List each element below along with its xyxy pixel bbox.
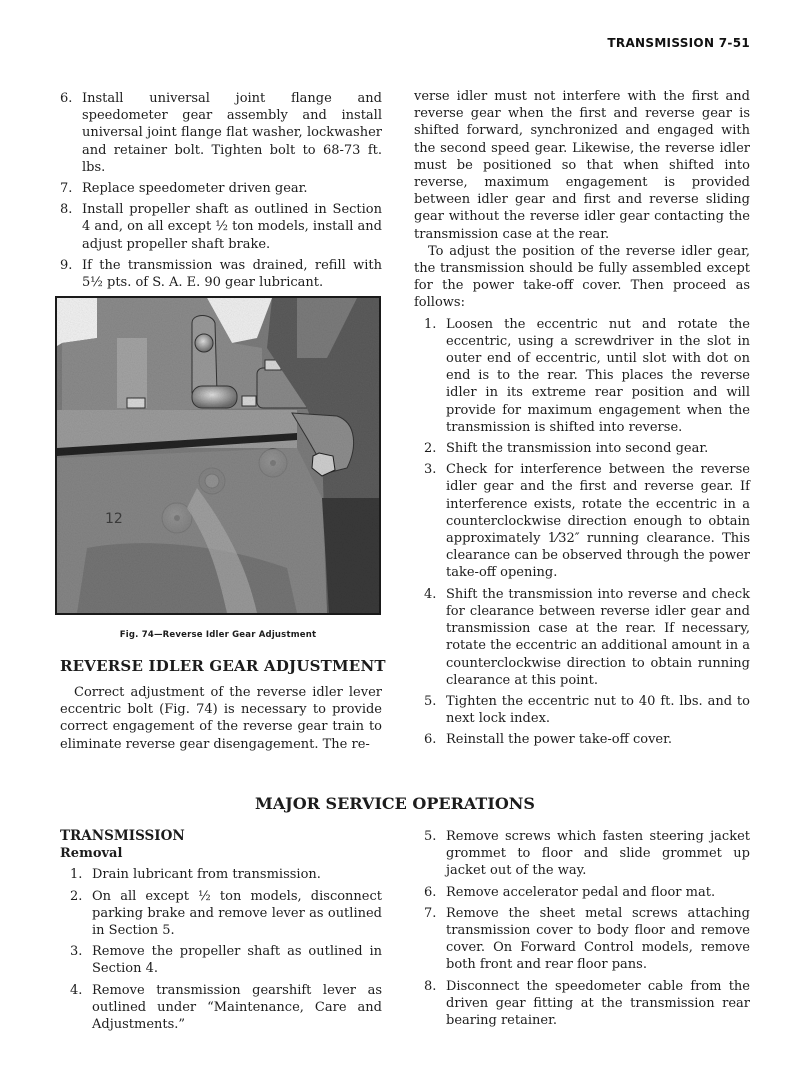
step-item: 4. Shift the transmission into reverse and check for clearance between reverse idler gear and transmission case at the rear. If necessary, rotate the eccentric an additional amount in a counterclockwise direction to obtain running clearance at this point.: [424, 586, 750, 688]
step-item: 5. Tighten the eccentric nut to 40 ft. lbs. and to next lock index.: [424, 693, 750, 727]
step-item: 5. Remove screws which fasten steering jacket grommet to floor and slide grommet up jacket out of the way.: [424, 829, 750, 879]
removal-step-list: [70, 866, 382, 1033]
subheading-transmission: TRANSMISSION: [60, 828, 185, 844]
step-text: Check for interference between the reverse idler gear and the first and reverse gear. If interference exists, rotate the eccentric in a counterclockwise direction enough to obtain approximately 1⁄32″ running clearance. This clearance can be observed through the power take-off opening.: [446, 462, 750, 581]
step-item: 3. Check for interference between the reverse idler gear and the first and reverse gear. If interference exists, rotate the eccentric in a counterclockwise direction enough to obtain approximately 1⁄32″ running clearance. This clearance can be observed through the power take-off opening.: [424, 462, 750, 581]
installation-steps-continued: [60, 90, 382, 295]
step-text: If the transmission was drained, refill with 5½ pts. of S. A. E. 90 gear lubricant.: [82, 257, 382, 291]
section-heading-reverse-idler: REVERSE IDLER GEAR ADJUSTMENT: [60, 657, 386, 675]
step-text: Install universal joint flange and speedometer gear assembly and install universal joint flange flat washer, lockwasher and retainer bolt. Tighten bolt to 68-73 ft. lbs.: [82, 91, 382, 175]
casting-mark: 12: [105, 511, 123, 527]
adjustment-step-list: [424, 316, 750, 749]
reverse-idler-intro: [60, 684, 382, 753]
paragraph: Correct adjustment of the reverse idler lever eccentric bolt (Fig. 74) is necessary to provide correct engagement of the reverse gear train to eliminate reverse gear disengagement. The re-: [60, 685, 382, 752]
step-text: Shift the transmission into second gear.: [446, 441, 709, 457]
figure-caption: Fig. 74—Reverse Idler Gear Adjustment: [119, 630, 317, 640]
step-text: Remove transmission gearshift lever as outlined under “Maintenance, Care and Adjustments.”: [92, 982, 382, 1033]
step-text: Shift the transmission into reverse and check for clearance between reverse idler gear and transmission case at the rear. If necessary, rotate the eccentric an additional amount in a counterclockwise direction to obtain running clearance at this point.: [446, 586, 750, 688]
step-text: Remove screws which fasten steering jacket grommet to floor and slide grommet up jacket out of the way.: [446, 829, 750, 879]
reverse-idler-gear-photo: [55, 296, 381, 615]
step-item: 1. Drain lubricant from transmission.: [70, 867, 321, 883]
transmission-removal-right: [414, 828, 750, 1033]
step-text: Disconnect the speedometer cable from the driven gear fitting at the transmission rear bearing retainer.: [446, 978, 750, 1029]
step-text: Drain lubricant from transmission.: [92, 867, 321, 883]
step-item: 1. Loosen the eccentric nut and rotate the eccentric, using a screwdriver in the slot in outer end of eccentric, until slot with dot on end is to the rear. This places the reverse idler in its extreme rear position and will provide for maximum engagement when the transmission is shifted into reverse.: [424, 316, 750, 435]
transmission-case-photo-icon: [57, 298, 379, 613]
step-text: Reinstall the power take-off cover.: [446, 732, 673, 748]
major-section-heading: MAJOR SERVICE OPERATIONS: [255, 794, 535, 813]
step-item: 2. On all except ½ ton models, disconnect parking brake and remove lever as outlined in Section 5.: [70, 888, 382, 939]
step-item: 8. Install propeller shaft as outlined in Section 4 and, on all except ½ ton models, install and adjust propeller shaft brake.: [60, 202, 382, 252]
step-text: Install propeller shaft as outlined in Section 4 and, on all except ½ ton models, install and adjust propeller shaft brake.: [82, 202, 382, 252]
subheading-removal: Removal: [60, 846, 123, 862]
running-head: TRANSMISSION 7-51: [607, 36, 750, 50]
step-text: Loosen the eccentric nut and rotate the eccentric, using a screwdriver in the slot in outer end of eccentric, until slot with dot on end is to the rear. This places the reverse idler in its extreme rear position and will provide for maximum engagement when the transmission is shifted into reverse.: [446, 316, 750, 435]
removal-step-list-continued: [424, 828, 750, 1029]
step-item: 9. If the transmission was drained, refill with 5½ pts. of S. A. E. 90 gear lubricant.: [60, 257, 382, 291]
step-text: Remove the propeller shaft as outlined in Section 4.: [92, 944, 382, 977]
paragraph: To adjust the position of the reverse idler gear, the transmission should be fully assembled except for the power take-off cover. Then proceed as follows:: [414, 243, 750, 311]
step-text: Remove the sheet metal screws attaching transmission cover to body floor and remove cover. On Forward Control models, remove both front and rear floor pans.: [446, 905, 750, 973]
step-item: 6. Remove accelerator pedal and floor mat.: [424, 884, 716, 900]
step-text: Remove accelerator pedal and floor mat.: [446, 884, 716, 900]
step-text: On all except ½ ton models, disconnect parking brake and remove lever as outlined in Section 5.: [92, 888, 382, 939]
step-item: 7. Replace speedometer driven gear.: [60, 181, 308, 197]
transmission-removal-left: [60, 828, 382, 1037]
step-item: 2. Shift the transmission into second gear.: [424, 441, 709, 457]
step-item: 7. Remove the sheet metal screws attaching transmission cover to body floor and remove cover. On Forward Control models, remove both front and rear floor pans.: [424, 905, 750, 973]
step-item: 3. Remove the propeller shaft as outlined in Section 4.: [70, 944, 382, 977]
step-item: 8. Disconnect the speedometer cable from the driven gear fitting at the transmission rear bearing retainer.: [424, 978, 750, 1029]
step-text: Replace speedometer driven gear.: [82, 181, 308, 197]
step-item: 4. Remove transmission gearshift lever as outlined under “Maintenance, Care and Adjustments.”: [70, 982, 382, 1033]
step-item: 6. Install universal joint flange and speedometer gear assembly and install universal joint flange flat washer, lockwasher and retainer bolt. Tighten bolt to 68-73 ft. lbs.: [60, 91, 382, 175]
step-text: Tighten the eccentric nut to 40 ft. lbs. and to next lock index.: [446, 693, 750, 727]
step-item: 6. Reinstall the power take-off cover.: [424, 732, 673, 748]
paragraph: verse idler must not interfere with the first and reverse gear when the first and reverse gear is shifted forward, synchronized and engaged with the second speed gear. Likewise, the reverse idler must be positioned so that when shifted into reverse, maximum engagement is provided between idler gear and first and reverse sliding gear without the reverse idler gear contacting the transmission case at the rear.: [414, 89, 750, 242]
reverse-idler-continued: [414, 88, 750, 753]
installation-step-list: [60, 90, 382, 291]
